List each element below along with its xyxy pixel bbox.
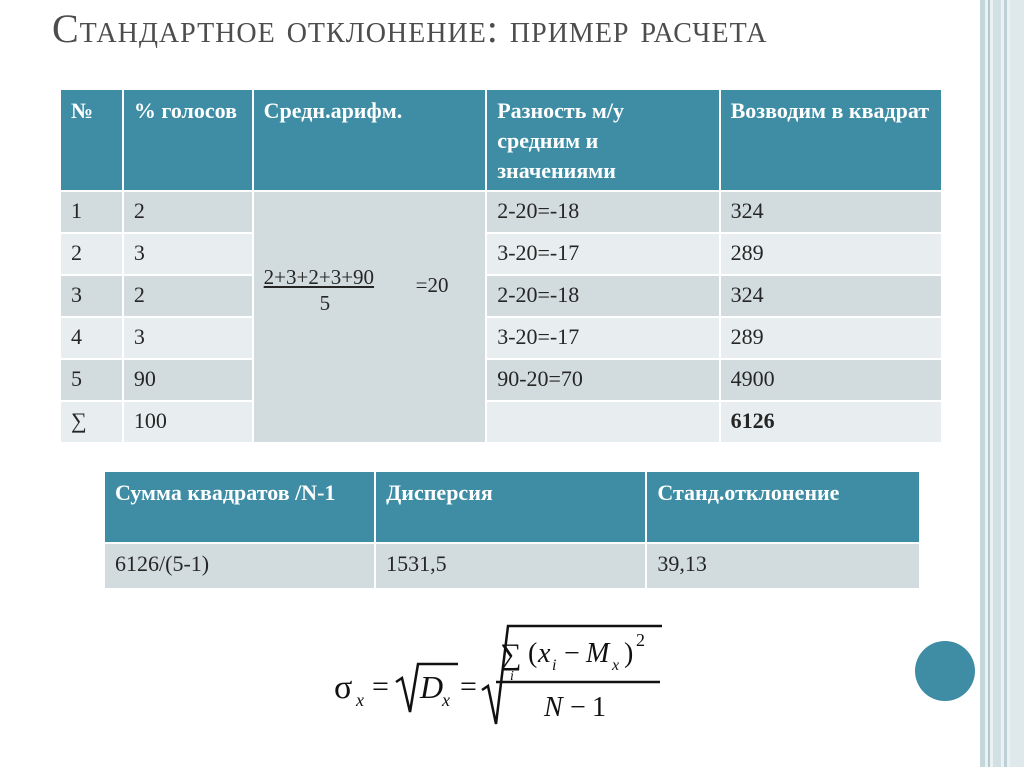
cell-sum-squares: 6126/(5-1) [104,543,375,589]
formula-sub-x-3: x [612,657,620,674]
header-mean: Средн.арифм. [253,89,487,191]
formula-x: x [538,638,551,669]
table-row [60,275,942,317]
cell-sum-square: 6126 [720,401,942,443]
mean-result: =20 [415,273,449,297]
cell-difference: 3-20=-17 [486,233,719,275]
cell-number: 2 [60,233,123,275]
mean-fraction [263,264,449,315]
stripe [1010,0,1024,767]
cell-square: 324 [720,275,942,317]
cell-difference: 90-20=70 [486,359,719,401]
cell-square: 289 [720,233,942,275]
formula-sub-x: x [356,690,364,710]
formula-power: 2 [636,630,645,650]
header-percent-votes: % голосов [123,89,253,191]
std-deviation-formula [330,620,670,730]
formula-sub-i: i [552,657,557,674]
table-row [60,233,942,275]
cell-percent: 3 [123,317,253,359]
formula-M: M [586,638,610,669]
header-variance: Дисперсия [375,471,646,543]
table-row [104,543,920,589]
cell-sum-symbol: ∑ [60,401,123,443]
table-row [60,359,942,401]
formula-minus: − [564,638,580,669]
cell-difference: 2-20=-18 [486,275,719,317]
header-difference: Разность м/у средним и значениями [486,89,719,191]
formula-N: N [544,692,563,723]
cell-difference: 3-20=-17 [486,317,719,359]
cell-sum-percent: 100 [123,401,253,443]
formula-rparen: ) [624,638,634,669]
table-row-sum [60,401,942,443]
formula-eq: = [372,670,389,703]
header-sum-squares: Сумма квадратов /N-1 [104,471,375,543]
cell-std-deviation: 39,13 [646,543,920,589]
mean-denominator: 5 [319,291,331,315]
cell-number: 4 [60,317,123,359]
result-table [103,470,921,590]
header-std-deviation: Станд.отклонение [646,471,920,543]
cell-number: 1 [60,191,123,233]
slide-title: Стандартное отклонение: пример расчета [52,6,768,51]
formula-sigma: σ [334,669,353,706]
formula-one: 1 [592,692,606,723]
cell-number: 3 [60,275,123,317]
header-number: № [60,89,123,191]
cell-percent: 90 [123,359,253,401]
formula-D: D [420,669,444,705]
table-row [60,317,942,359]
cell-square: 4900 [720,359,942,401]
stripe [988,0,990,767]
cell-variance: 1531,5 [375,543,646,589]
stripe [993,0,1001,767]
cell-sum-difference [486,401,719,443]
table-row [60,191,942,233]
formula-eq-2: = [460,670,477,703]
cell-percent: 2 [123,275,253,317]
formula-lparen: ( [528,638,538,669]
formula-minus-2: − [570,692,586,723]
cell-percent: 2 [123,191,253,233]
header-square: Возводим в квадрат [720,89,942,191]
formula-sub-x-2: x [442,690,450,710]
stripe [980,0,985,767]
cell-difference: 2-20=-18 [486,191,719,233]
decorative-circle [915,641,975,701]
stripe [1004,0,1007,767]
cell-percent: 3 [123,233,253,275]
calculation-table [59,88,943,444]
cell-square: 324 [720,191,942,233]
cell-mean [253,191,487,443]
decorative-stripes [980,0,1024,767]
formula-sum-index: i [510,669,514,684]
cell-square: 289 [720,317,942,359]
cell-number: 5 [60,359,123,401]
formula-sum: ∑ [500,638,522,671]
mean-numerator: 2+3+2+3+90 [263,265,375,289]
